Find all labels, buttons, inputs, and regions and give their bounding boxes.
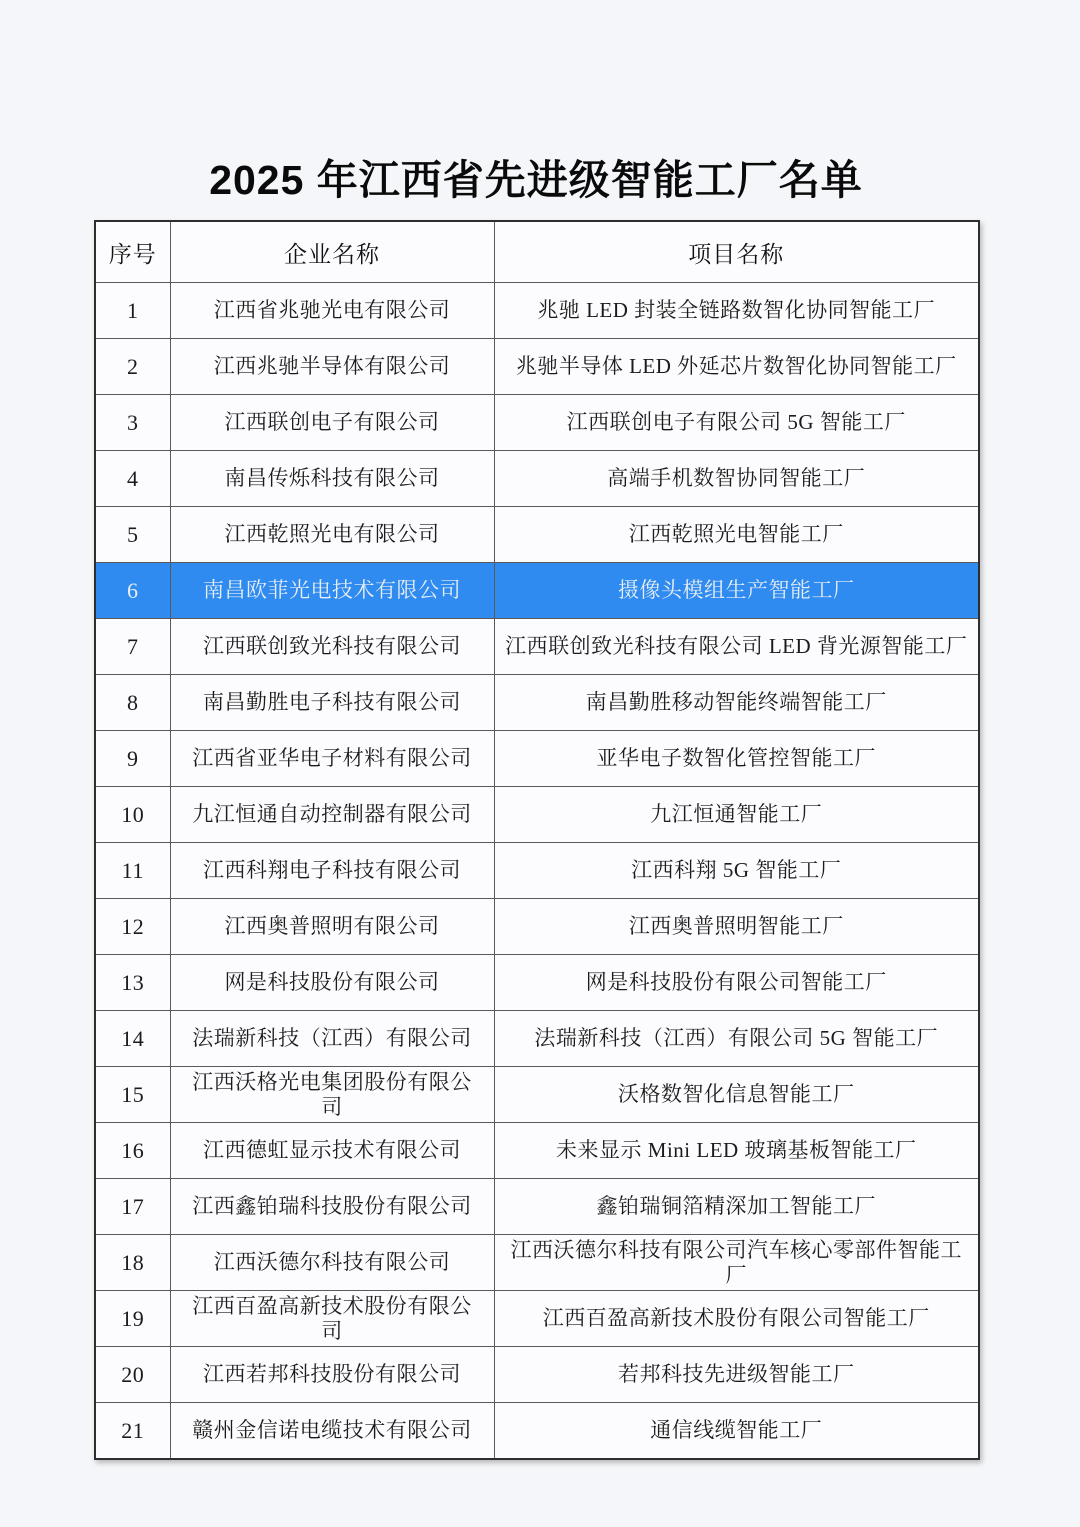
cell-company-name: 九江恒通自动控制器有限公司 (170, 787, 494, 843)
cell-company-name: 江西奥普照明有限公司 (170, 899, 494, 955)
cell-company-name: 江西若邦科技股份有限公司 (170, 1347, 494, 1403)
cell-company-name: 南昌勤胜电子科技有限公司 (170, 675, 494, 731)
table-row (95, 955, 979, 1011)
table-row (95, 787, 979, 843)
table-row (95, 675, 979, 731)
cell-project-name: 鑫铂瑞铜箔精深加工智能工厂 (494, 1179, 979, 1235)
cell-project-name: 摄像头模组生产智能工厂 (494, 563, 979, 619)
cell-row-number: 12 (95, 899, 170, 955)
cell-row-number: 8 (95, 675, 170, 731)
cell-row-number: 16 (95, 1123, 170, 1179)
cell-project-name: 高端手机数智协同智能工厂 (494, 451, 979, 507)
cell-company-name: 江西德虹显示技术有限公司 (170, 1123, 494, 1179)
table-row (95, 843, 979, 899)
header-cell-no: 序号 (95, 221, 170, 283)
table-row (95, 1235, 979, 1291)
cell-row-number: 1 (95, 283, 170, 339)
cell-row-number: 15 (95, 1067, 170, 1123)
table-row (95, 619, 979, 675)
cell-company-name: 南昌欧菲光电技术有限公司 (170, 563, 494, 619)
cell-row-number: 4 (95, 451, 170, 507)
table-row (95, 395, 979, 451)
cell-company-name: 江西鑫铂瑞科技股份有限公司 (170, 1179, 494, 1235)
header-row (95, 221, 979, 283)
cell-company-name: 江西省兆驰光电有限公司 (170, 283, 494, 339)
cell-project-name: 江西沃德尔科技有限公司汽车核心零部件智能工厂 (494, 1235, 979, 1291)
table-row (95, 451, 979, 507)
cell-company-name: 江西兆驰半导体有限公司 (170, 339, 494, 395)
cell-company-name: 南昌传烁科技有限公司 (170, 451, 494, 507)
table-row (95, 283, 979, 339)
cell-row-number: 5 (95, 507, 170, 563)
cell-project-name: 南昌勤胜移动智能终端智能工厂 (494, 675, 979, 731)
cell-row-number: 18 (95, 1235, 170, 1291)
table-row (95, 731, 979, 787)
cell-row-number: 19 (95, 1291, 170, 1347)
cell-company-name: 江西百盈高新技术股份有限公司 (170, 1291, 494, 1347)
cell-company-name: 江西联创电子有限公司 (170, 395, 494, 451)
factory-list-table (94, 220, 980, 1460)
cell-project-name: 九江恒通智能工厂 (494, 787, 979, 843)
cell-project-name: 江西科翔 5G 智能工厂 (494, 843, 979, 899)
cell-row-number: 11 (95, 843, 170, 899)
table-row (95, 1011, 979, 1067)
cell-company-name: 赣州金信诺电缆技术有限公司 (170, 1403, 494, 1460)
cell-row-number: 7 (95, 619, 170, 675)
cell-project-name: 亚华电子数智化管控智能工厂 (494, 731, 979, 787)
cell-project-name: 未来显示 Mini LED 玻璃基板智能工厂 (494, 1123, 979, 1179)
cell-row-number: 21 (95, 1403, 170, 1460)
cell-company-name: 江西沃格光电集团股份有限公司 (170, 1067, 494, 1123)
cell-project-name: 法瑞新科技（江西）有限公司 5G 智能工厂 (494, 1011, 979, 1067)
cell-project-name: 通信线缆智能工厂 (494, 1403, 979, 1460)
cell-project-name: 兆驰 LED 封装全链路数智化协同智能工厂 (494, 283, 979, 339)
cell-project-name: 若邦科技先进级智能工厂 (494, 1347, 979, 1403)
page-title: 2025 年江西省先进级智能工厂名单 (209, 157, 863, 203)
cell-project-name: 江西乾照光电智能工厂 (494, 507, 979, 563)
cell-company-name: 江西沃德尔科技有限公司 (170, 1235, 494, 1291)
cell-project-name: 兆驰半导体 LED 外延芯片数智化协同智能工厂 (494, 339, 979, 395)
table-row (95, 1403, 979, 1460)
cell-project-name: 网是科技股份有限公司智能工厂 (494, 955, 979, 1011)
cell-row-number: 3 (95, 395, 170, 451)
cell-company-name: 江西科翔电子科技有限公司 (170, 843, 494, 899)
cell-row-number: 17 (95, 1179, 170, 1235)
table-row (95, 1067, 979, 1123)
cell-row-number: 6 (95, 563, 170, 619)
table-row (95, 1291, 979, 1347)
factory-list-table-wrap (94, 220, 980, 1460)
table-row (95, 1123, 979, 1179)
table-body (95, 283, 979, 1460)
cell-row-number: 14 (95, 1011, 170, 1067)
cell-project-name: 江西百盈高新技术股份有限公司智能工厂 (494, 1291, 979, 1347)
cell-row-number: 20 (95, 1347, 170, 1403)
cell-row-number: 13 (95, 955, 170, 1011)
cell-company-name: 网是科技股份有限公司 (170, 955, 494, 1011)
cell-row-number: 10 (95, 787, 170, 843)
cell-row-number: 9 (95, 731, 170, 787)
table-row (95, 563, 979, 619)
cell-company-name: 江西联创致光科技有限公司 (170, 619, 494, 675)
cell-project-name: 江西联创电子有限公司 5G 智能工厂 (494, 395, 979, 451)
table-row (95, 1179, 979, 1235)
cell-project-name: 沃格数智化信息智能工厂 (494, 1067, 979, 1123)
cell-company-name: 法瑞新科技（江西）有限公司 (170, 1011, 494, 1067)
table-row (95, 1347, 979, 1403)
table-row (95, 899, 979, 955)
header-cell-project: 项目名称 (494, 221, 979, 283)
cell-project-name: 江西联创致光科技有限公司 LED 背光源智能工厂 (494, 619, 979, 675)
cell-company-name: 江西乾照光电有限公司 (170, 507, 494, 563)
table-row (95, 339, 979, 395)
cell-row-number: 2 (95, 339, 170, 395)
header-cell-company: 企业名称 (170, 221, 494, 283)
cell-company-name: 江西省亚华电子材料有限公司 (170, 731, 494, 787)
cell-project-name: 江西奥普照明智能工厂 (494, 899, 979, 955)
table-row (95, 507, 979, 563)
